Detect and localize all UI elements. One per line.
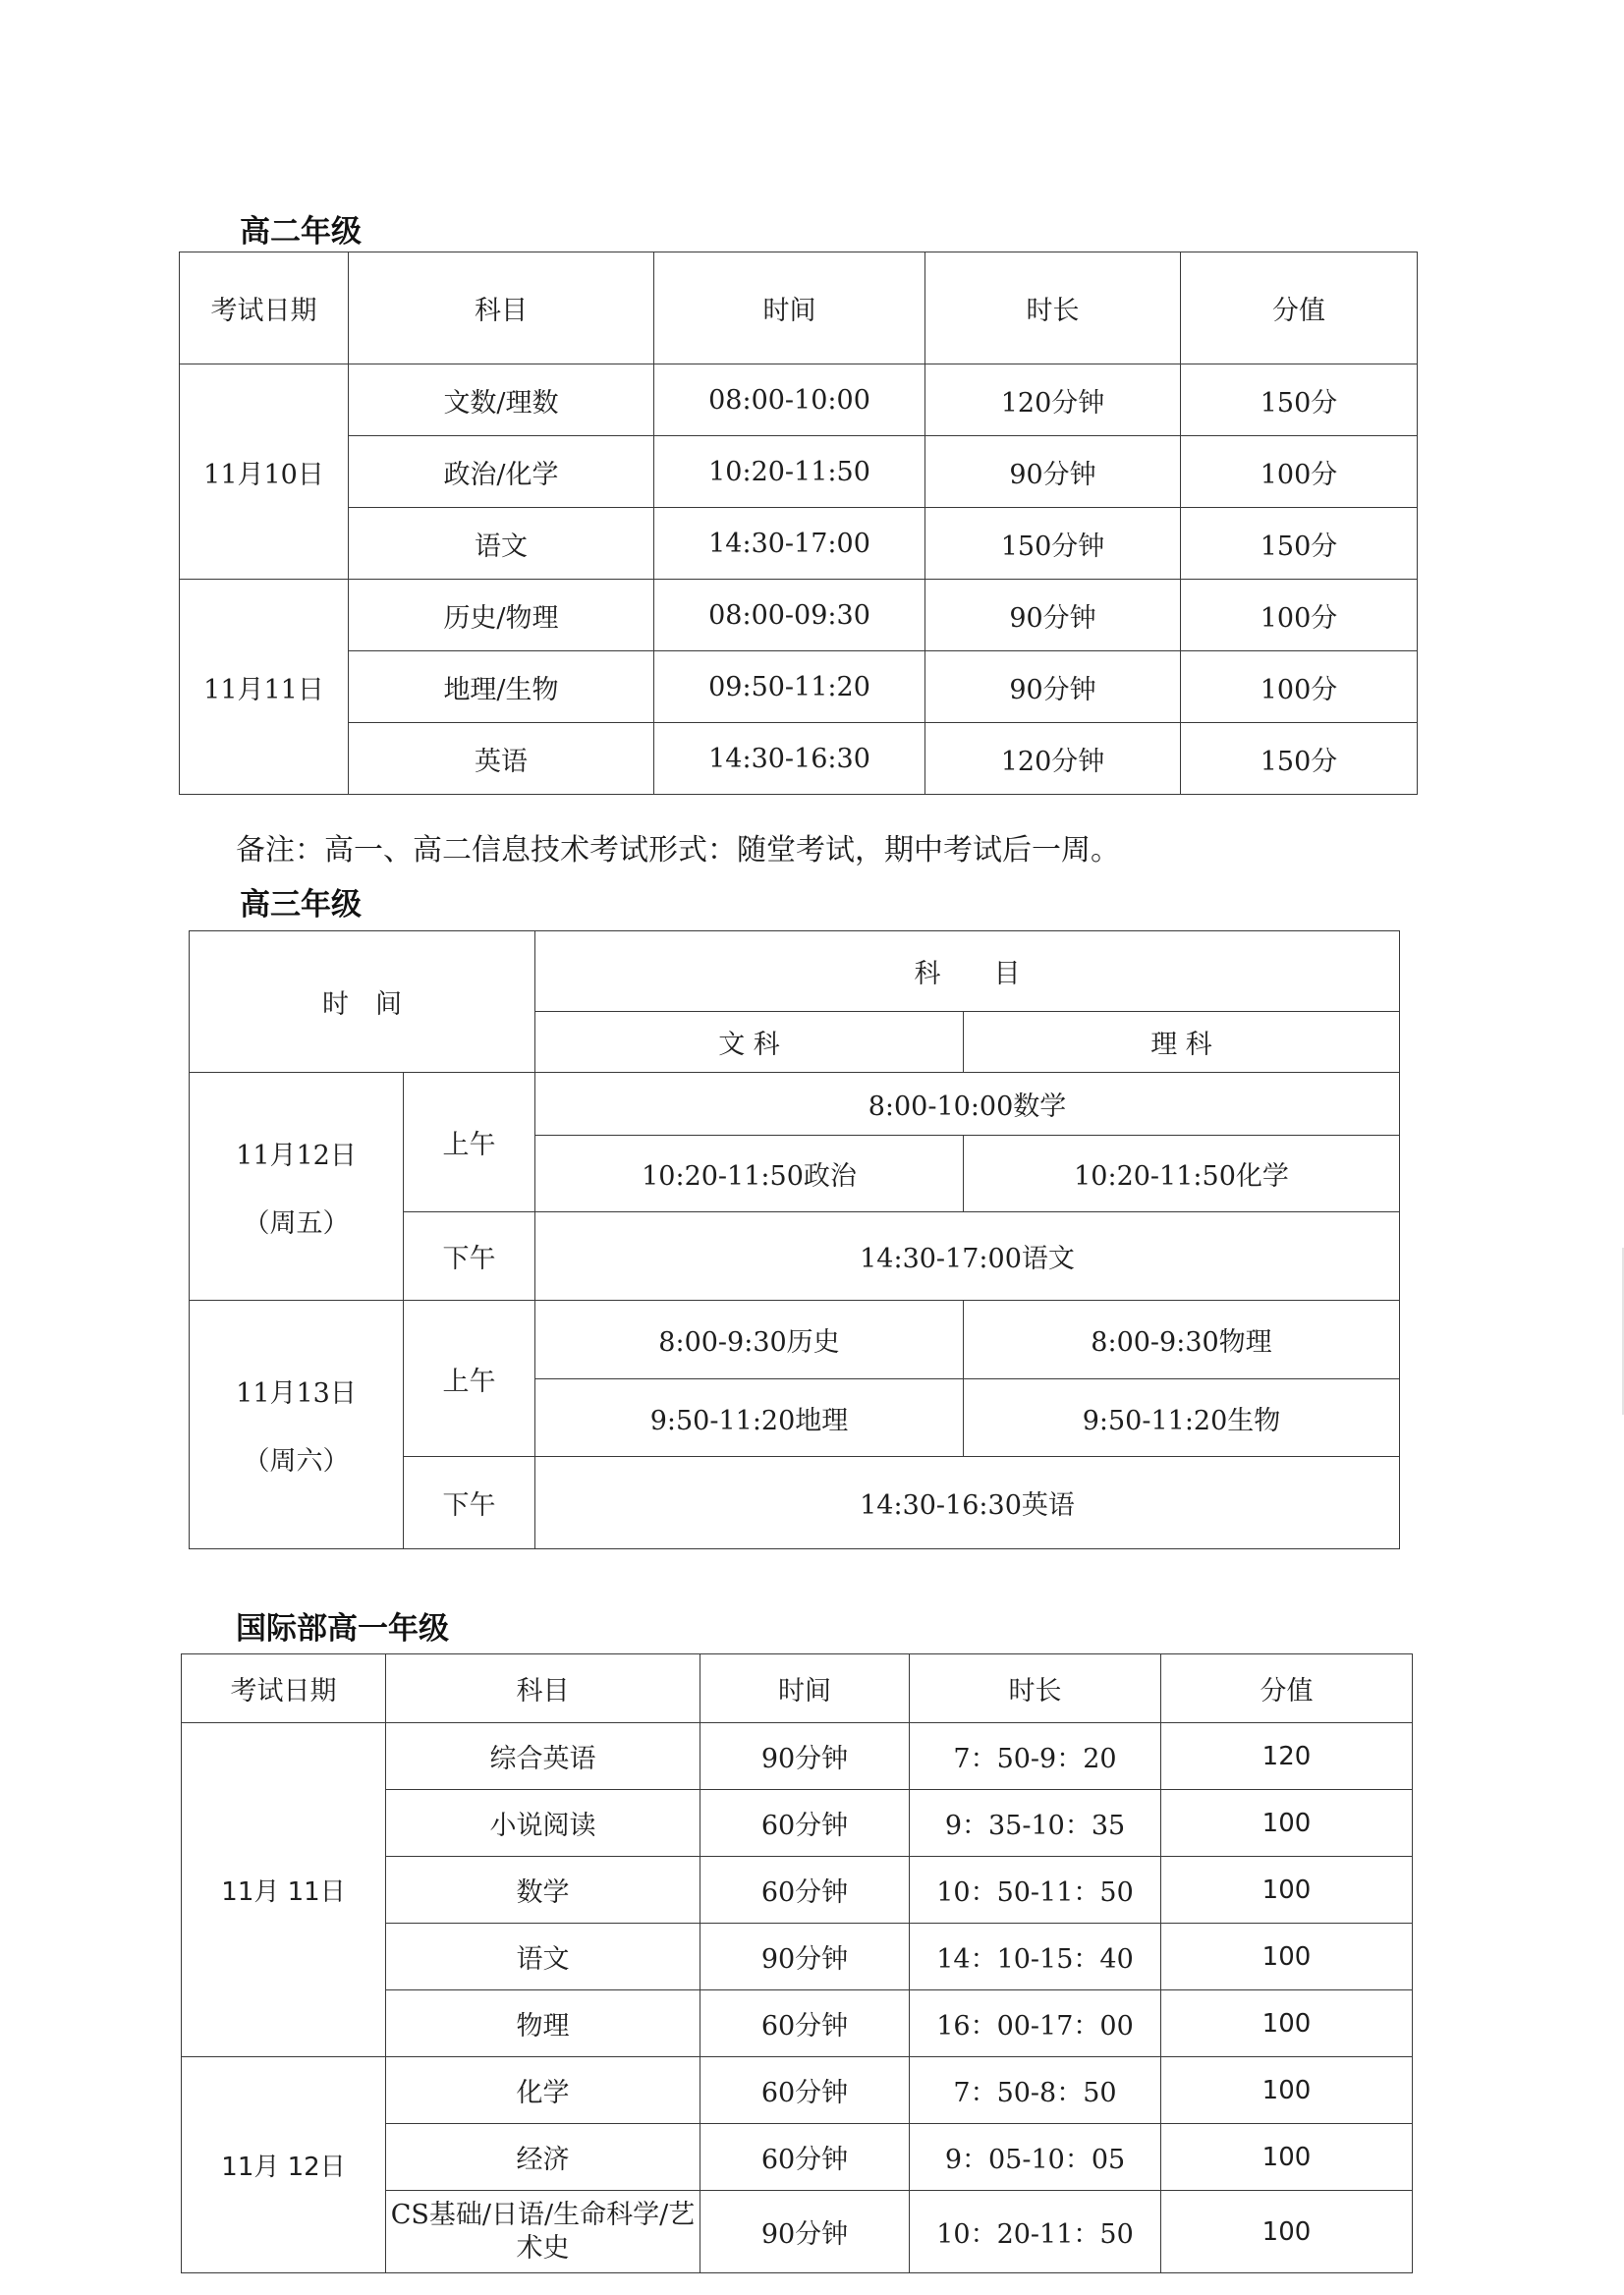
duration: 120分钟	[925, 364, 1181, 436]
duration: 90分钟	[925, 651, 1181, 723]
subject: CS基础/日语/生命科学/艺术史	[386, 2191, 700, 2273]
info-tech-note: 备注：高一、高二信息技术考试形式：随堂考试，期中考试后一周。	[236, 833, 1120, 868]
score: 100	[1161, 1924, 1413, 1990]
duration: 14：10-15：40	[910, 1924, 1161, 1990]
duration: 90分钟	[925, 580, 1181, 651]
subject: 语文	[386, 1924, 700, 1990]
subject: 小说阅读	[386, 1790, 700, 1857]
score: 150分	[1181, 508, 1418, 580]
arts-exam: 8:00-9:30历史	[535, 1301, 964, 1379]
subject: 经济	[386, 2124, 700, 2191]
duration: 7：50-8：50	[910, 2057, 1161, 2124]
score: 150分	[1181, 364, 1418, 436]
header-date: 考试日期	[180, 252, 349, 364]
header-time: 时间	[654, 252, 925, 364]
table-row	[190, 1073, 1400, 1136]
duration: 150分钟	[925, 508, 1181, 580]
subject: 文数/理数	[349, 364, 654, 436]
table-row	[182, 2057, 1413, 2124]
time: 10:20-11:50	[654, 436, 925, 508]
exam-date: 11月 11日	[182, 1723, 386, 2057]
time: 90分钟	[700, 1924, 910, 1990]
time: 90分钟	[700, 1723, 910, 1790]
duration: 120分钟	[925, 723, 1181, 795]
date-text: 11月13日	[236, 1378, 357, 1409]
time: 08:00-09:30	[654, 580, 925, 651]
header-subject: 科 目	[535, 931, 1400, 1012]
table-row	[180, 436, 1418, 508]
table-row	[182, 1723, 1413, 1790]
score: 100	[1161, 1990, 1413, 2057]
score: 100分	[1181, 580, 1418, 651]
exam-date: 11月 12日	[182, 2057, 386, 2273]
score: 100	[1161, 1857, 1413, 1924]
table-row	[180, 651, 1418, 723]
science-exam: 10:20-11:50化学	[964, 1136, 1400, 1212]
grade2-schedule-table	[179, 252, 1418, 795]
grade2-title: 高二年级	[240, 214, 362, 250]
header-date: 考试日期	[182, 1654, 386, 1723]
arts-exam: 10:20-11:50政治	[535, 1136, 964, 1212]
score: 100	[1161, 2124, 1413, 2191]
duration: 7：50-9：20	[910, 1723, 1161, 1790]
time: 90分钟	[700, 2191, 910, 2273]
header-science: 理 科	[964, 1012, 1400, 1073]
shared-exam: 8:00-10:00数学	[535, 1073, 1400, 1136]
subject: 英语	[349, 723, 654, 795]
table-row	[180, 364, 1418, 436]
score: 150分	[1181, 723, 1418, 795]
afternoon-label: 下午	[404, 1212, 535, 1301]
weekday-text: （周六）	[243, 1446, 350, 1477]
time: 08:00-10:00	[654, 364, 925, 436]
grade3-schedule-table	[189, 930, 1400, 1549]
intl-grade1-schedule-table	[181, 1653, 1413, 2273]
table-row	[180, 508, 1418, 580]
science-exam: 9:50-11:20生物	[964, 1379, 1400, 1457]
score: 100	[1161, 2057, 1413, 2124]
duration: 90分钟	[925, 436, 1181, 508]
duration: 10：50-11：50	[910, 1857, 1161, 1924]
subject: 化学	[386, 2057, 700, 2124]
table-row	[190, 1301, 1400, 1379]
subject: 历史/物理	[349, 580, 654, 651]
header-time: 时间	[700, 1654, 910, 1723]
subject: 物理	[386, 1990, 700, 2057]
time: 09:50-11:20	[654, 651, 925, 723]
exam-date	[190, 1301, 404, 1549]
score: 100	[1161, 1790, 1413, 1857]
grade3-title: 高三年级	[240, 887, 362, 923]
header-score: 分值	[1161, 1654, 1413, 1723]
header-arts: 文 科	[535, 1012, 964, 1073]
shared-exam: 14:30-17:00语文	[535, 1212, 1400, 1301]
duration: 16：00-17：00	[910, 1990, 1161, 2057]
subject: 地理/生物	[349, 651, 654, 723]
duration: 9：35-10：35	[910, 1790, 1161, 1857]
time: 60分钟	[700, 1857, 910, 1924]
duration: 9：05-10：05	[910, 2124, 1161, 2191]
subject: 语文	[349, 508, 654, 580]
morning-label: 上午	[404, 1301, 535, 1457]
shared-exam: 14:30-16:30英语	[535, 1457, 1400, 1549]
time: 60分钟	[700, 1790, 910, 1857]
header-score: 分值	[1181, 252, 1418, 364]
table-row	[180, 723, 1418, 795]
score: 100	[1161, 2191, 1413, 2273]
time: 14:30-16:30	[654, 723, 925, 795]
intl-grade1-title: 国际部高一年级	[236, 1611, 449, 1647]
subject: 政治/化学	[349, 436, 654, 508]
time: 60分钟	[700, 2124, 910, 2191]
exam-date: 11月11日	[180, 580, 349, 795]
arts-exam: 9:50-11:20地理	[535, 1379, 964, 1457]
date-text: 11月12日	[236, 1140, 357, 1171]
duration: 10：20-11：50	[910, 2191, 1161, 2273]
time: 60分钟	[700, 2057, 910, 2124]
score: 100分	[1181, 436, 1418, 508]
time: 14:30-17:00	[654, 508, 925, 580]
subject: 数学	[386, 1857, 700, 1924]
table-header-row	[190, 931, 1400, 1012]
table-header-row	[182, 1654, 1413, 1723]
weekday-text: （周五）	[243, 1207, 350, 1239]
afternoon-label: 下午	[404, 1457, 535, 1549]
time: 60分钟	[700, 1990, 910, 2057]
header-time: 时 间	[190, 931, 535, 1073]
morning-label: 上午	[404, 1073, 535, 1212]
header-duration: 时长	[910, 1654, 1161, 1723]
subject: 综合英语	[386, 1723, 700, 1790]
score: 120	[1161, 1723, 1413, 1790]
score: 100分	[1181, 651, 1418, 723]
header-duration: 时长	[925, 252, 1181, 364]
table-header-row	[180, 252, 1418, 364]
table-row	[180, 580, 1418, 651]
exam-date: 11月10日	[180, 364, 349, 580]
header-subject: 科目	[386, 1654, 700, 1723]
header-subject: 科目	[349, 252, 654, 364]
exam-date	[190, 1073, 404, 1301]
science-exam: 8:00-9:30物理	[964, 1301, 1400, 1379]
